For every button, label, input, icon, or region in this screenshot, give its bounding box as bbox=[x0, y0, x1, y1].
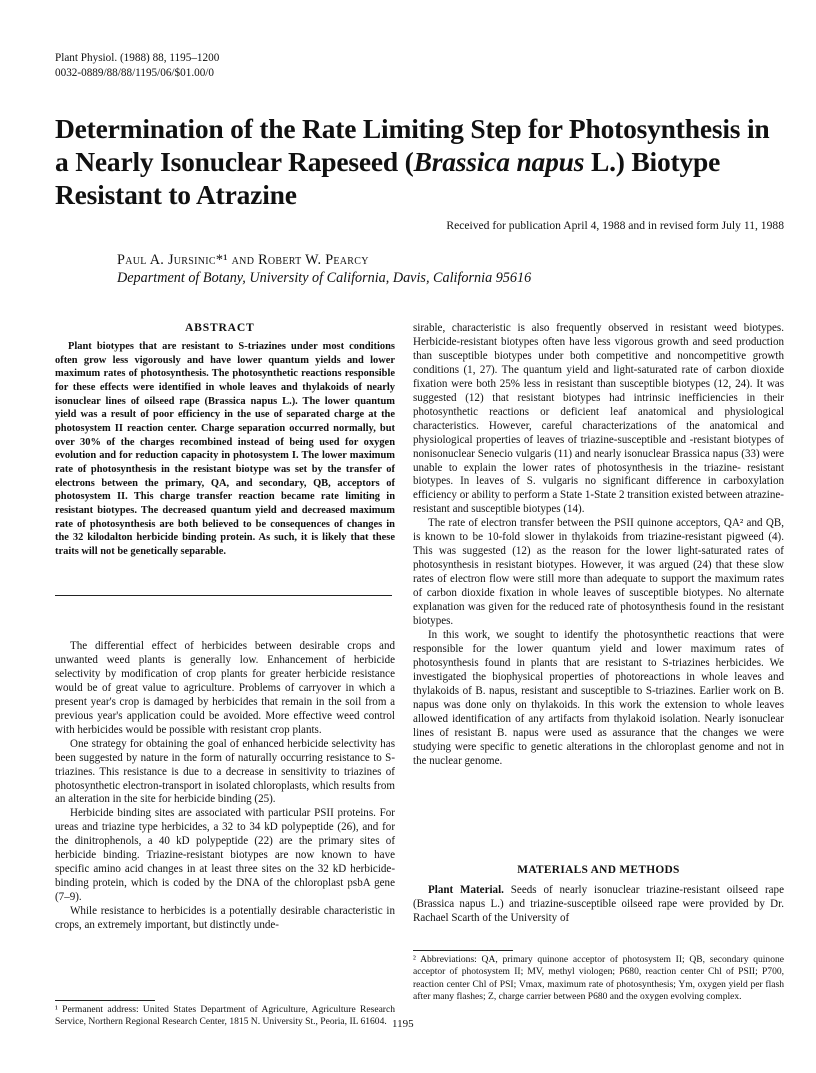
title-part-2: L.) Biotype Resistant to Atrazine bbox=[55, 146, 721, 210]
section-heading-methods: MATERIALS AND METHODS bbox=[517, 864, 680, 876]
page-number: 1195 bbox=[392, 1018, 414, 1030]
subsection-runin-heading: Plant Material. bbox=[428, 884, 504, 896]
methods-section bbox=[413, 884, 784, 926]
abstract-divider bbox=[55, 595, 392, 596]
title-species: Brassica napus bbox=[413, 146, 585, 177]
body-paragraph: One strategy for obtaining the goal of enhanced herbicide selectivity has been suggested by nature in the form of naturally occurring resistance to S-triazines. This resistance is due to a decrease in sensitivity to triazines of photosynthetic electron-transport in isolated chloroplasts, which results from an alteration in the site for herbicide binding (25). bbox=[55, 737, 395, 806]
body-left-column bbox=[55, 640, 395, 933]
received-dates: Received for publication April 4, 1988 and in revised form July 11, 1988 bbox=[446, 219, 784, 232]
author-affiliation: Department of Botany, University of California, Davis, California 95616 bbox=[117, 270, 532, 286]
footnote-right bbox=[413, 950, 784, 1004]
journal-code: 0032-0889/88/88/1195/06/$01.00/0 bbox=[55, 67, 215, 79]
abstract-text: Plant biotypes that are resistant to S-triazines under most conditions often grow less vigorously and have lower quantum yields and lower maximum rates of photosynthesis. The photosynthetic reactions responsible for these effects were identified in whole leaves and thylakoids of nearly isonuclear lines of oilseed rape (Brassica napus L.). The lower quantum yield was a result of poor efficiency in the use of separated charge at the photosystem II reaction center. Charge separation occurred normally, but over 30% of the charges recombined instead of being used for oxygen evolution and for reduction capacity in photosystem I. The lower maximum rate of photosynthesis in the resistant biotype was set by the transfer of electrons between the primary, QA, and secondary, QB, acceptors of photosystem II. This charge transfer reaction became rate limiting in resistant biotypes. The decreased quantum yield and decreased maximum rate of photosynthesis are both believed to be consequences of changes in the 32 kilodalton herbicide binding protein. As such, it is likely that these traits will not be genetically separable. bbox=[55, 341, 395, 557]
body-paragraph: sirable, characteristic is also frequently observed in resistant weed biotypes. Herbicide-resistant biotypes often have less vigorous growth and seed production than susceptible biotypes under both competitive and noncompetitive growth conditions (1, 27). The quantum yield and light-saturated rate of carbon dioxide fixation were both 25% less in resistant than susceptible biotypes (12, 24). It was suggested (12) that resistant biotypes had intrinsic inefficiencies in their photosynthetic reactions or deficient leaf anatomical and physiological characteristics. However, careful characterizations of the anatomical and physiological properties of leaves of triazine-susceptible and -resistant biotypes of nonisonuclear Senecio vulgaris (11) and nearly isonuclear Brassica napus (33) were unable to explain the lower rates of photosynthesis in the triazine- resistant biotypes. In leaves of S. vulgaris no significant difference in carboxylation efficiency or ability to perform a State 1-State 2 transition existed between atrazine-resistant and susceptible biotypes (14). bbox=[413, 322, 784, 516]
body-paragraph: In this work, we sought to identify the photosynthetic reactions that were responsible for the lower quantum yield and lower maximum rates of photosynthesis found in plants that are resistant to S-triazines herbicides. We investigated the biophysical properties of photoreactions in whole leaves and thylakoids of B. napus, resistant and susceptible to S-triazines. Earlier work on B. napus was done only on thylakoids. In this work the extension to whole leaves allowed identification of any artifacts from thylakoid isolation. Nearly isonuclear lines of resistant B. napus were used as assurance that the changes we were studying were specific to genetic alterations in the chloroplast genome and not in the nuclear genome. bbox=[413, 628, 784, 767]
methods-text: Seeds of nearly isonuclear triazine-resistant oilseed rape (Brassica napus L.) and triazine-susceptible oilseed rape were provided by Dr. Rachael Scarth of the University of bbox=[413, 884, 784, 924]
author-names: Paul A. Jursinic*¹ and Robert W. Pearcy bbox=[117, 252, 369, 268]
body-paragraph: While resistance to herbicides is a potentially desirable characteristic in crops, an extremely important, but distinctly unde- bbox=[55, 905, 395, 932]
footnote-abbreviations: ² Abbreviations: QA, primary quinone acceptor of photosystem II; QB, secondary quinone acceptor of photosystem II; MV, methyl viologen; P680, reaction center Chl of PSII; P700, reaction center Chl of PSI; Vmax, maximum rate of photosynthesis; Ym, oxygen yield per flash after many flashes; Z, charge carrier between P680 and the oxygen evolving complex. bbox=[413, 954, 784, 1003]
methods-paragraph bbox=[413, 884, 784, 926]
journal-header bbox=[55, 51, 219, 81]
footnote-rule bbox=[55, 1000, 155, 1001]
body-right-column bbox=[413, 322, 784, 769]
footnote-rule bbox=[413, 950, 513, 951]
body-paragraph: Herbicide binding sites are associated with particular PSII proteins. For ureas and triazine type herbicides, a 32 to 34 kD polypeptide (26), and for the dinitrophenols, a 40 kD polypeptide (22) are the primary sites of herbicide binding. Triazine-resistant biotypes are now known to have specific amino acid changes in at least three sites on the 32 kD herbicide-binding protein, which is coded by the DNA of the chloroplast psbA gene (7–9). bbox=[55, 807, 395, 904]
body-paragraph: The differential effect of herbicides between desirable crops and unwanted weed plants is generally low. Enhancement of herbicide selectivity by modification of crop plants for greater herbicide resistance would be of great value to agriculture. Problems of carryover in which a present year's crop is damaged by herbicides that remain in the soil from a previous year's application could be avoided. More effective weed control with herbicides would be possible with resistant crop plants. bbox=[55, 640, 395, 736]
footnote-permanent-address: ¹ Permanent address: United States Department of Agriculture, Agriculture Research Service, Northern Regional Research Center, 1815 N. University St., Peoria, IL 61604. bbox=[55, 1004, 395, 1028]
article-title bbox=[55, 112, 775, 211]
abstract-heading: ABSTRACT bbox=[185, 321, 255, 334]
journal-citation: Plant Physiol. (1988) 88, 1195–1200 bbox=[55, 52, 220, 64]
footnote-left bbox=[55, 1000, 395, 1029]
title-part-1: Determination of the Rate Limiting Step for Photosynthesis in a Nearly Isonuclear Rapeseed ( bbox=[55, 113, 770, 177]
body-paragraph: The rate of electron transfer between the PSII quinone acceptors, QA² and QB, is known to be 10-fold slower in thylakoids from triazine-resistant pigweed (4). This was suggested (12) as the reason for the lower light-saturated rates of photosynthesis in resistant biotypes. However, it was argued (24) that these slow rates of electron flow were still more than adequate to support the maximum rates of carbon dioxide fixation in whole leaves of susceptible biotypes. No alternate explanation was given for the reduced rate of photosynthesis found in the resistant biotypes. bbox=[413, 517, 784, 628]
